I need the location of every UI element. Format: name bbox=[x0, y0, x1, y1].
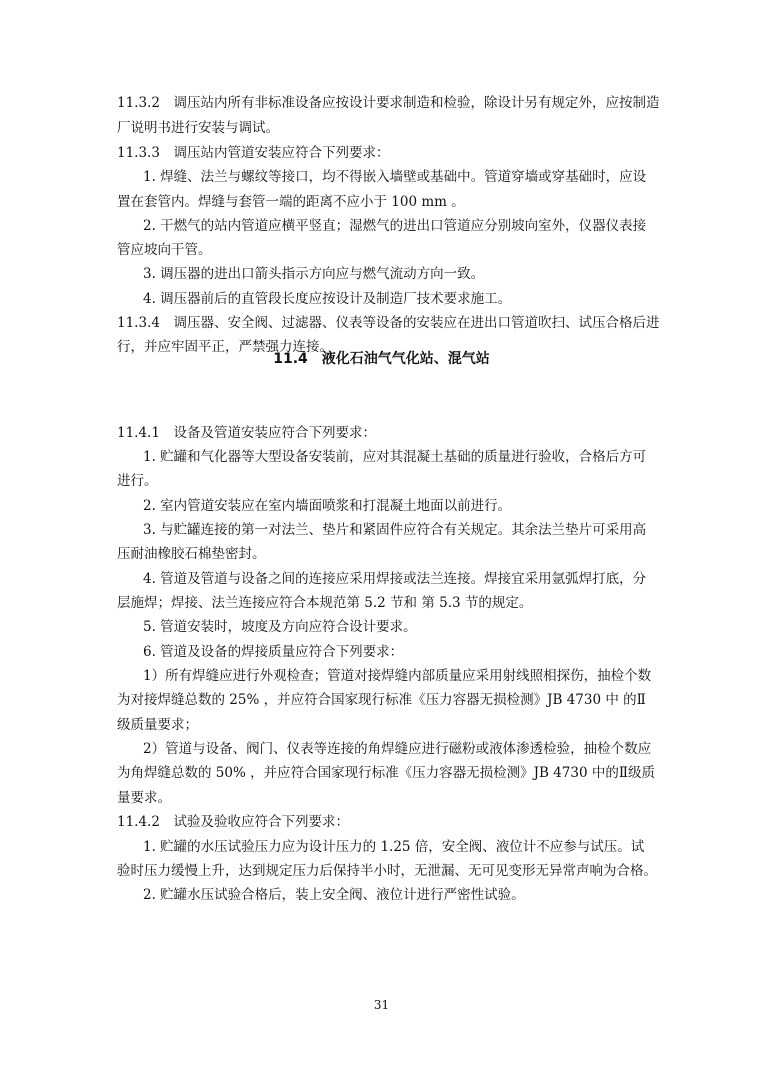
text-line: 4. 调压器前后的直管段长度应按设计及制造厂技术要求施工。 bbox=[143, 291, 512, 307]
text-line: 2. 贮罐水压试验合格后，装上安全阀、液位计进行严密性试验。 bbox=[143, 887, 525, 903]
text-line: 11.3.4 调压器、安全阀、过滤器、仪表等设备的安装应在进出口管道吹扫、试压合格后进 bbox=[117, 315, 660, 331]
text-line: 压耐油橡胶石棉垫密封。 bbox=[117, 546, 266, 562]
page-number: 31 bbox=[373, 998, 390, 1012]
text-line: 11.3.3 调压站内管道安装应符合下列要求： bbox=[117, 145, 390, 161]
text-line: 置在套管内。焊缝与套管一端的距离不应小于 100 mm 。 bbox=[117, 194, 465, 210]
text-line: 1）所有焊缝应进行外观检查；管道对接焊缝内部质量应采用射线照相探伤，抽检个数 bbox=[143, 668, 652, 684]
text-line: 2. 室内管道安装应在室内墙面喷浆和打混凝土地面以前进行。 bbox=[143, 498, 512, 514]
text-line: 11.4.2 试验及验收应符合下列要求： bbox=[117, 814, 349, 830]
text-line: 进行。 bbox=[117, 473, 158, 489]
text-line: 行，并应牢固平正，严禁强力连接。 bbox=[117, 339, 333, 355]
text-line: 6. 管道及设备的焊接质量应符合下列要求： bbox=[143, 644, 404, 660]
text-line: 管应坡向干管。 bbox=[117, 242, 212, 258]
text-line: 1. 焊缝、法兰与螺纹等接口，均不得嵌入墙壁或基础中。管道穿墙或穿基础时，应设 bbox=[143, 169, 647, 185]
text-line: 量要求。 bbox=[117, 790, 171, 806]
text-line: 11.4.1 设备及管道安装应符合下列要求： bbox=[117, 425, 376, 441]
text-line: 级质量要求； bbox=[117, 717, 198, 733]
text-line: 3. 与贮罐连接的第一对法兰、垫片和紧固件应符合有关规定。其余法兰垫片可采用高 bbox=[143, 522, 647, 538]
text-line: 为对接焊缝总数的 25% ，并应符合国家现行标准《压力容器无损检测》JB 4730 中 的Ⅱ bbox=[117, 692, 646, 708]
text-line: 5. 管道安装时，坡度及方向应符合设计要求。 bbox=[143, 619, 417, 635]
text-line: 11.3.2 调压站内所有非标准设备应按设计要求制造和检验，除设计另有规定外，应按制造 bbox=[117, 95, 660, 111]
text-line: 3. 调压器的进出口箭头指示方向应与燃气流动方向一致。 bbox=[143, 266, 485, 282]
text-line: 为角焊缝总数的 50% ，并应符合国家现行标准《压力容器无损检测》JB 4730 中的Ⅱ级质 bbox=[117, 765, 656, 781]
text-line: 厂说明书进行安装与调试。 bbox=[117, 120, 279, 136]
text-line: 层施焊；焊接、法兰连接应符合本规范第 5.2 节和 第 5.3 节的规定。 bbox=[117, 595, 533, 611]
text-line: 1. 贮罐的水压试验压力应为设计压力的 1.25 倍，安全阀、液位计不应参与试压。试 bbox=[143, 839, 645, 855]
section-title: 11.4 液化石油气气化站、混气站 bbox=[273, 351, 490, 367]
text-line: 验时压力缓慢上升，达到规定压力后保持半小时，无泄漏、无可见变形无异常声响为合格。 bbox=[117, 863, 657, 879]
text-line: 4. 管道及管道与设备之间的连接应采用焊接或法兰连接。焊接宜采用氩弧焊打底，分 bbox=[143, 571, 647, 587]
text-line: 1. 贮罐和气化器等大型设备安装前，应对其混凝土基础的质量进行验收，合格后方可 bbox=[143, 449, 647, 465]
text-line: 2）管道与设备、阀门、仪表等连接的角焊缝应进行磁粉或液体渗透检验，抽检个数应 bbox=[143, 741, 652, 757]
text-line: 2. 干燃气的站内管道应横平竖直；湿燃气的进出口管道应分别坡向室外，仪器仪表接 bbox=[143, 218, 647, 234]
